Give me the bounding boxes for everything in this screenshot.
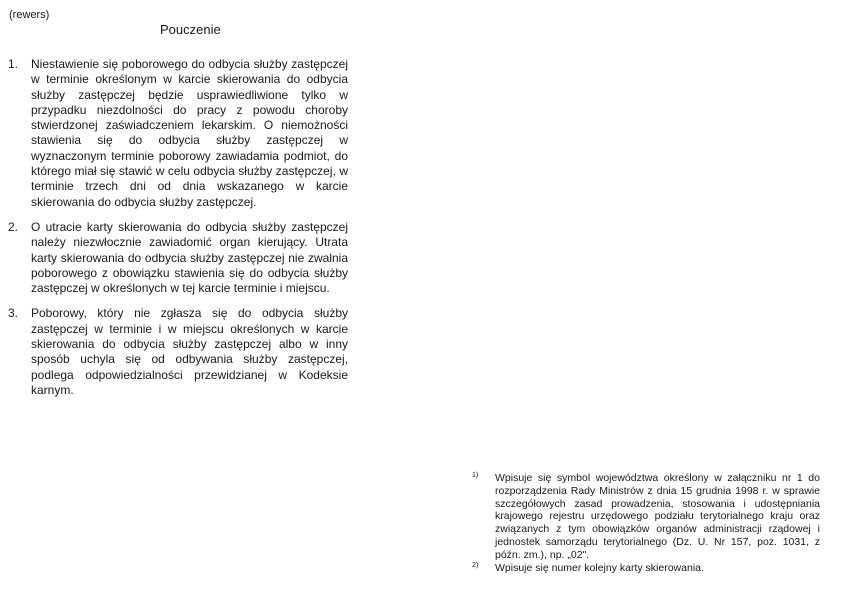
item-text: Niestawienie się poborowego do odbycia służby zastępczej w terminie określonym w karcie skierowania do odbycia służby zastępczej będzie usprawiedliwione tylko w przypadku niezdolności do pracy z powodu choroby stwierdzonej zaświadczeniem lekarskim. O niemożności stawienia się do odbycia służby zastępczej w wyznaczonym terminie poborowy zawiadamia podmiot, do którego miał się stawić w celu odbycia służby zastępczej, w terminie trzech dni od dnia wskazanego w karcie skierowania do odbycia służby zastępczej. — [31, 57, 348, 209]
footnote — [472, 472, 820, 562]
instruction-item — [8, 220, 348, 296]
item-number: 1. — [8, 57, 19, 71]
footnote-mark: 2) — [472, 561, 479, 569]
item-number: 3. — [8, 306, 19, 321]
instructions-list — [8, 57, 348, 398]
footnote-text: Wpisuje się symbol województwa określony w załączniku nr 1 do rozporządzenia Rady Ministrów z dnia 15 grudnia 1998 r. w sprawie szczegółowych zasad prowadzenia, stosowania i udostępniania krajowego rejestru urzędowego podziału terytorialnego kraju oraz związanych z tym obowiązków organów administracji rządowej i jednostek samorządu terytorialnego (Dz. U. Nr 157, poz. 1031, z późn. zm.), np. „02". — [495, 472, 820, 561]
instruction-item — [8, 306, 348, 398]
item-text: Poborowy, który nie zgłasza się do odbycia służby zastępczej w terminie i w miejscu określonych w karcie skierowania do odbycia służby zastępczej albo w inny sposób uchyla się od odbywania służby zastępczej, podlega odpowiedzialności przewidzianej w Kodeksie karnym. — [31, 306, 348, 397]
item-text: O utracie karty skierowania do odbycia służby zastępczej należy niezwłocznie zawiadomić organ kierujący. Utrata karty skierowania do odbycia służby zastępczej nie zwalnia poborowego z obowiązku stawienia się do odbycia służby zastępczej w określonych w tej karcie terminie i miejscu. — [31, 219, 348, 296]
instruction-item — [8, 57, 348, 210]
page-title: Pouczenie — [160, 22, 221, 37]
footnote — [472, 562, 820, 575]
page-side-label: (rewers) — [9, 9, 50, 21]
footnote-mark: 1) — [472, 472, 479, 479]
item-number: 2. — [8, 219, 19, 234]
footnotes — [472, 472, 820, 574]
footnote-text: Wpisuje się numer kolejny karty skierowania. — [495, 561, 704, 574]
